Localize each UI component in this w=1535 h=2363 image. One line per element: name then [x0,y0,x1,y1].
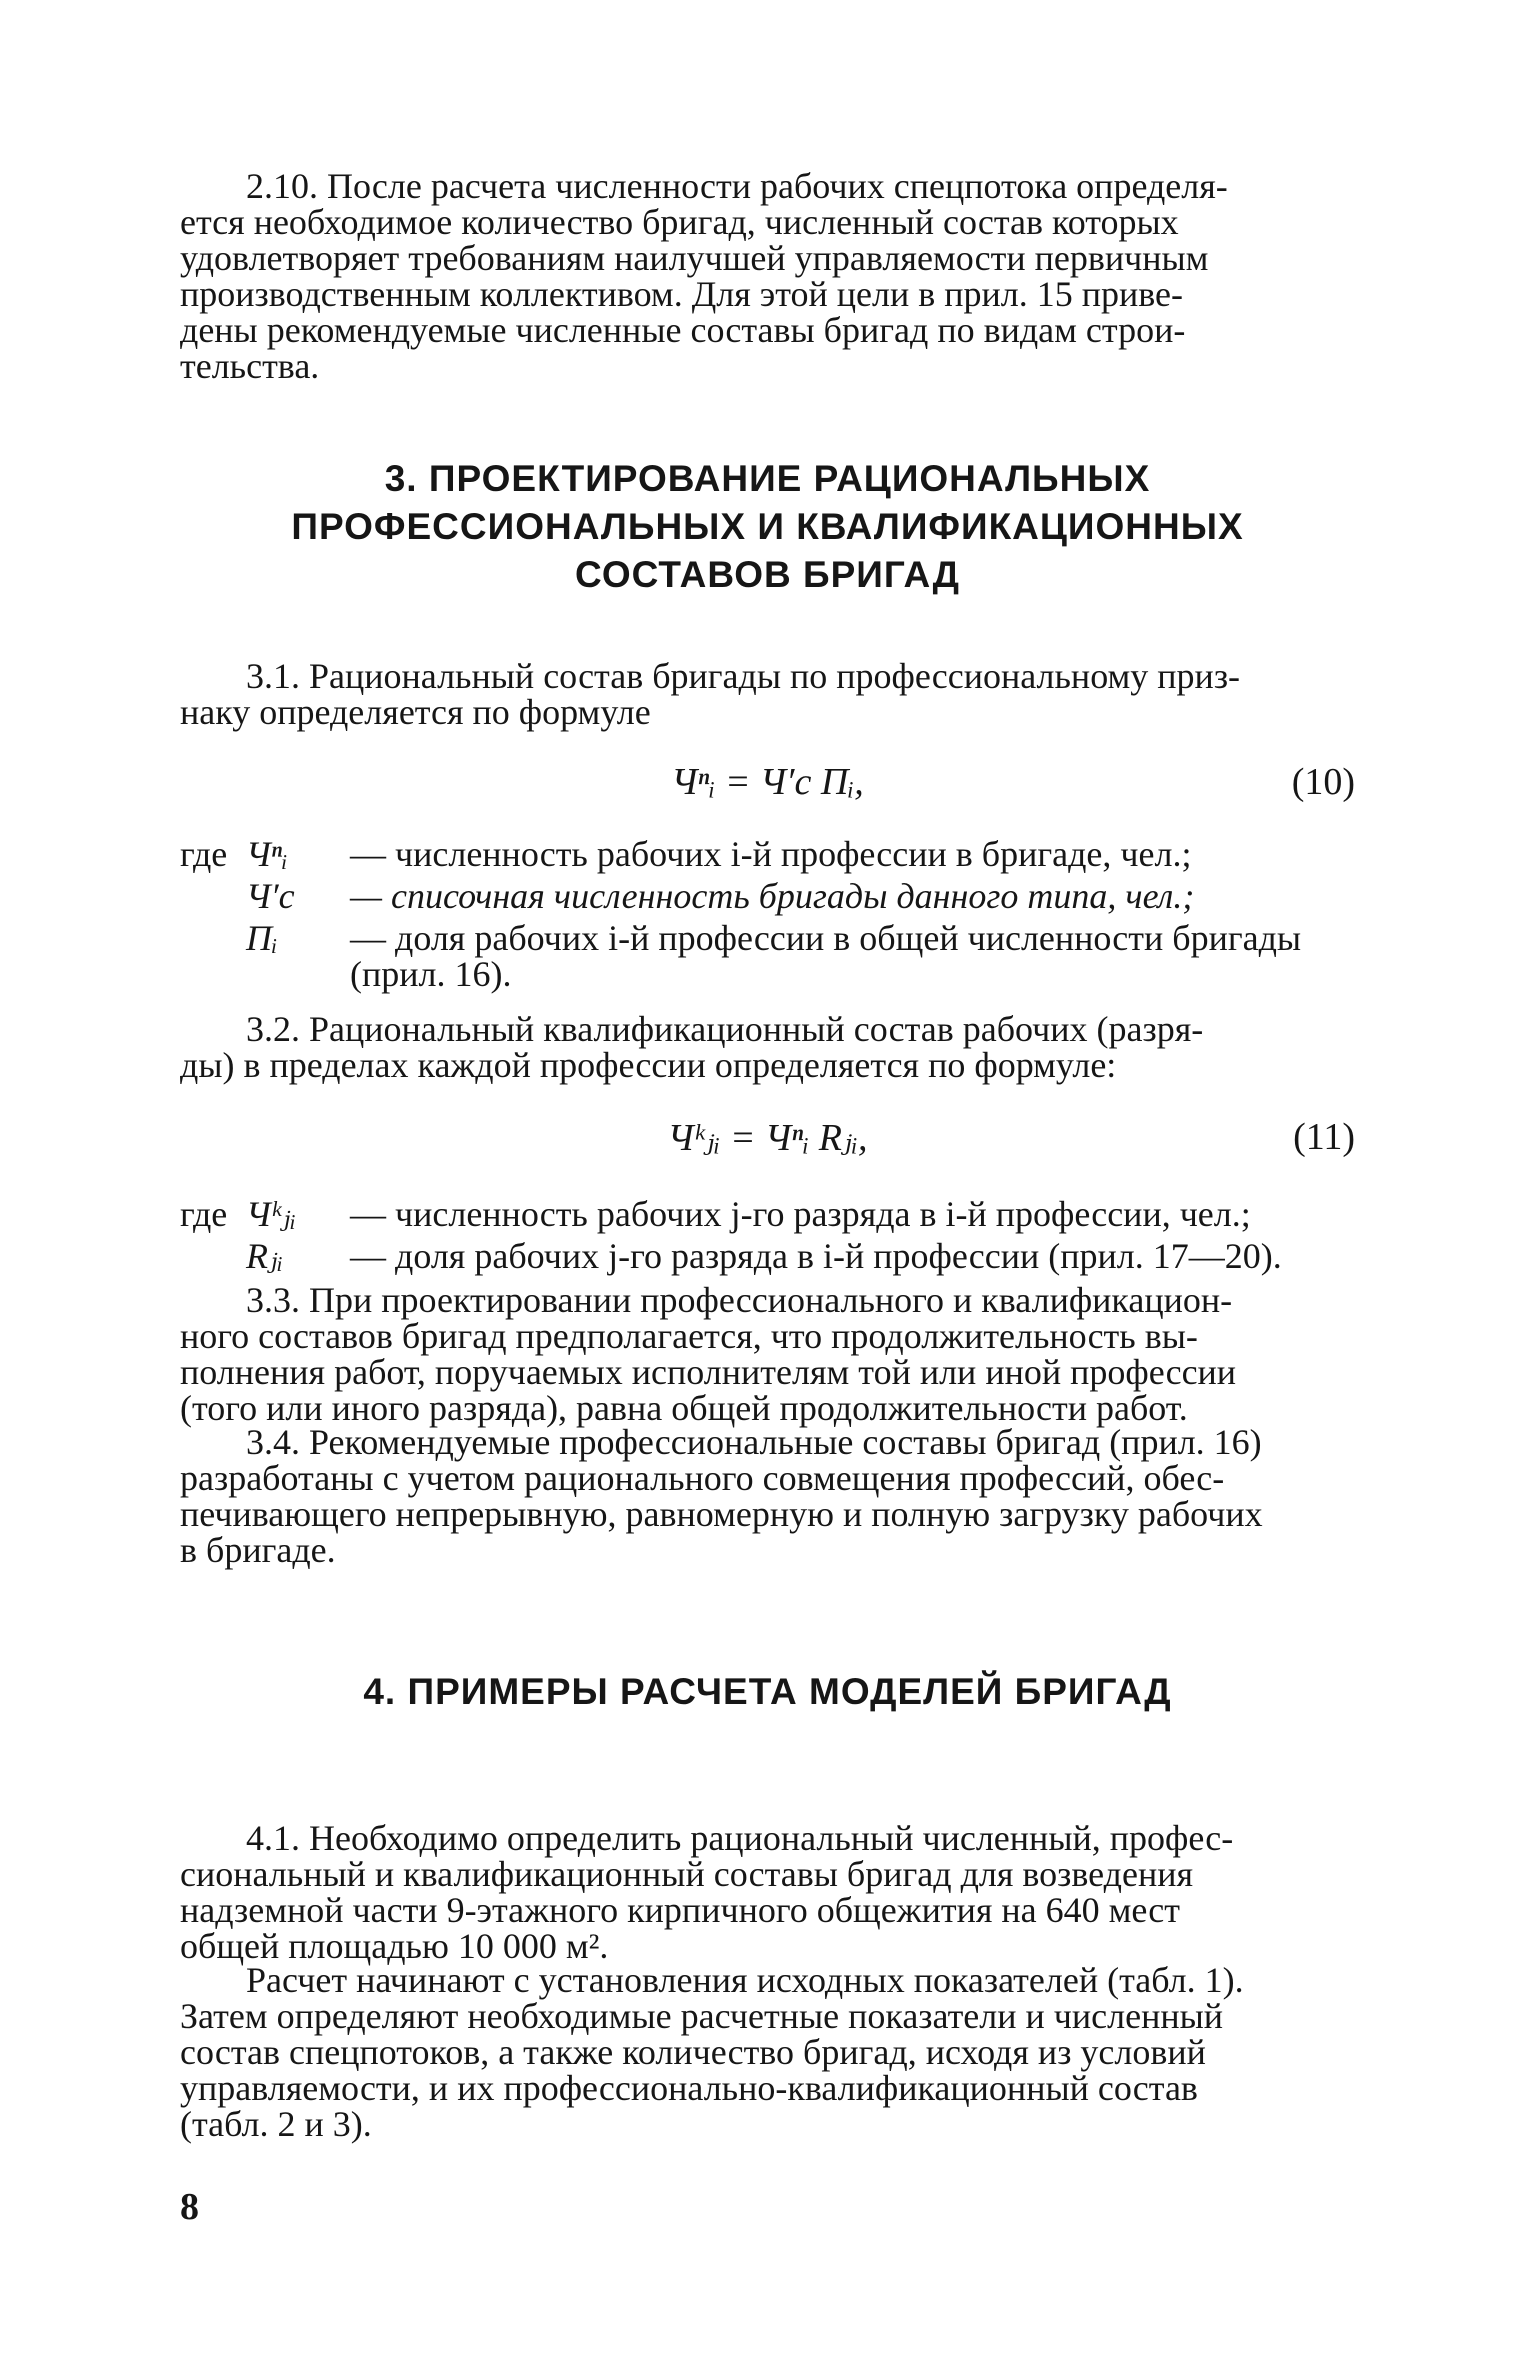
heading-line: ПРОФЕССИОНАЛЬНЫХ И КВАЛИФИКАЦИОННЫХ [291,506,1244,547]
heading-line: 3. ПРОЕКТИРОВАНИЕ РАЦИОНАЛЬНЫХ [384,458,1151,499]
definition-text: — доля рабочих i-й профессии в общей численности бригады (прил. 16). [350,918,1302,994]
definition-item [180,1196,1355,1232]
definition-text: — доля рабочих j-го разряда в i-й профессии (прил. 17—20). [350,1236,1282,1276]
text-line: сиональный и квалификационный составы бригад для возведения [180,1854,1194,1894]
formula-11-definitions [180,1196,1355,1280]
text-line: состав спецпотоков, а также количество бригад, исходя из условий [180,2032,1206,2072]
formula-expression: Чⁿᵢ = Ч′с Пᵢ, [671,761,864,803]
text-line: ды) в пределах каждой профессии определяется по формуле: [180,1045,1117,1085]
section-3-heading [180,455,1355,599]
definition-symbol: Пᵢ [246,918,278,958]
paragraph-3-4 [180,1424,1355,1568]
text-line: 3.1. Рациональный состав бригады по профессиональному приз- [246,656,1241,696]
text-line: удовлетворяет требованиям наилучшей управляемости первичным [180,238,1209,278]
text-line: управляемости, и их профессионально-квалификационный состав [180,2068,1198,2108]
definition-lead: где [180,1194,228,1234]
formula-expression: Чᵏⱼᵢ = Чⁿᵢ Rⱼᵢ, [667,1117,868,1159]
paragraph-4-1 [180,1820,1355,1964]
text-line: разработаны с учетом рационального совмещения профессий, обес- [180,1458,1225,1498]
text-line: Затем определяют необходимые расчетные показатели и численный [180,1996,1224,2036]
heading-line: СОСТАВОВ БРИГАД [575,554,960,595]
text-line: в бригаде. [180,1530,336,1570]
text-line: 2.10. После расчета численности рабочих спецпотока определя- [246,166,1228,206]
text-line: тельства. [180,346,320,386]
text-line: производственным коллективом. Для этой цели в прил. 15 приве- [180,274,1184,314]
paragraph-4-1-continued [180,1962,1355,2142]
definition-text: — численность рабочих j-го разряда в i-й профессии, чел.; [350,1194,1251,1234]
text-line: печивающего непрерывную, равномерную и полную загрузку рабочих [180,1494,1263,1534]
paragraph-3-1 [180,658,1355,730]
text-line: 3.3. При проектировании профессионального и квалификацион- [246,1280,1233,1320]
formula-10-definitions [180,836,1355,998]
paragraph-3-3 [180,1282,1355,1426]
page-number: 8 [180,2186,199,2228]
section-4-heading: 4. ПРИМЕРЫ РАСЧЕТА МОДЕЛЕЙ БРИГАД [363,1671,1172,1712]
definition-item [180,878,1355,914]
definition-item [180,836,1355,872]
paragraph-3-2 [180,1011,1355,1083]
text-line: надземной части 9-этажного кирпичного общежития на 640 мест [180,1890,1181,1930]
definition-text: — численность рабочих i-й профессии в бригаде, чел.; [350,834,1192,874]
paragraph-2-10 [180,168,1355,384]
text-line: ется необходимое количество бригад, численный состав которых [180,202,1179,242]
definition-text: — списочная численность бригады данного типа, чел.; [350,876,1195,916]
definition-symbol: Ч′с [246,876,295,916]
definition-item [180,920,1355,992]
text-line: Расчет начинают с установления исходных показателей (табл. 1). [246,1960,1244,2000]
definition-symbol: Чⁿᵢ [246,834,288,874]
definition-symbol: Rⱼᵢ [246,1236,284,1276]
text-line: ного составов бригад предполагается, что продолжительность вы- [180,1316,1198,1356]
formula-number: (11) [1293,1116,1355,1158]
formula-number: (10) [1291,761,1355,803]
text-line: (табл. 2 и 3). [180,2104,372,2144]
text-line: общей площадью 10 000 м². [180,1926,609,1966]
text-line: полнения работ, поручаемых исполнителям той или иной профессии [180,1352,1237,1392]
definition-symbol: Чᵏⱼᵢ [246,1194,297,1234]
definition-lead: где [180,834,228,874]
definition-item [180,1238,1355,1274]
text-line: (того или иного разряда), равна общей продолжительности работ. [180,1388,1188,1428]
text-line: дены рекомендуемые численные составы бригад по видам строи- [180,310,1186,350]
text-line: 3.2. Рациональный квалификационный состав рабочих (разря- [246,1009,1204,1049]
formula-10 [180,760,1355,810]
formula-11 [180,1115,1355,1165]
text-line: 4.1. Необходимо определить рациональный численный, профес- [246,1818,1234,1858]
text-line: 3.4. Рекомендуемые профессиональные составы бригад (прил. 16) [246,1422,1262,1462]
text-line: наку определяется по формуле [180,692,651,732]
